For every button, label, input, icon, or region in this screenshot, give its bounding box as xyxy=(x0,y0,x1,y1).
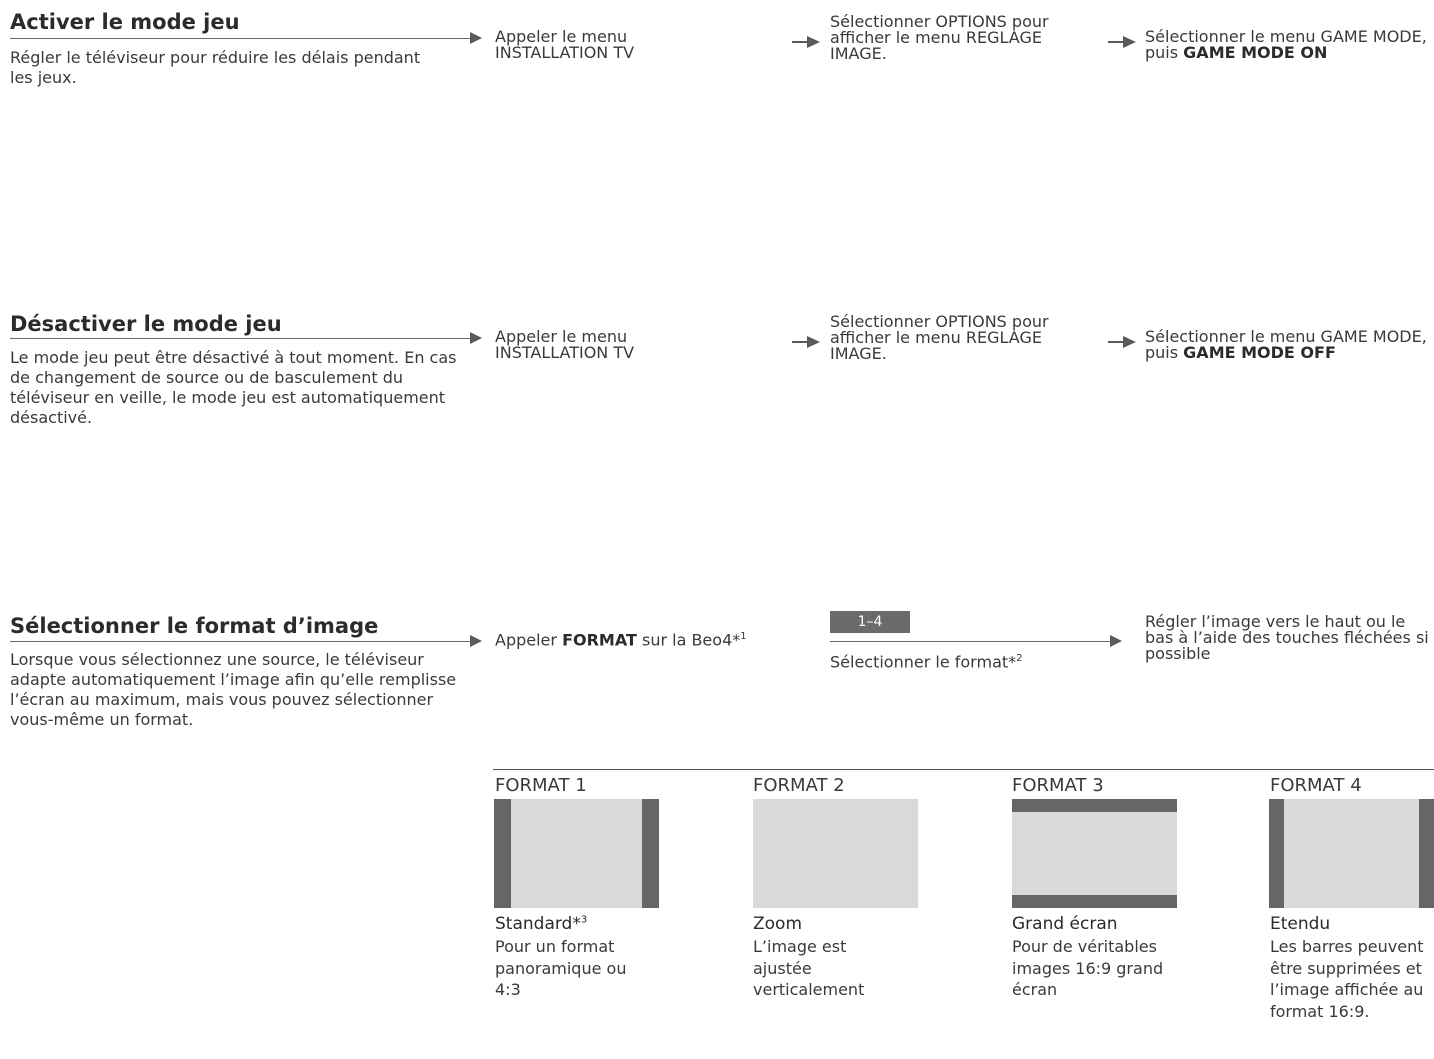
letterbox-bar-bottom xyxy=(1012,895,1177,908)
letterbox-bar-top xyxy=(1012,799,1177,812)
side-bar-right xyxy=(642,799,659,908)
format-table-rule xyxy=(493,769,1434,770)
section-description: Le mode jeu peut être désactivé à tout moment. En cas de changement de source ou de basculement du téléviseur en veille, le mode jeu est automatiquement désactivé. xyxy=(10,348,457,427)
step-3-emphasis: GAME MODE ON xyxy=(1183,43,1328,62)
arrow-right-icon xyxy=(470,332,482,344)
step-1-suffix: sur la Beo4* xyxy=(636,630,741,650)
format-4-heading: FORMAT 4 xyxy=(1270,775,1362,796)
title-underline xyxy=(10,641,470,642)
arrow-right-icon xyxy=(1108,36,1136,48)
step-1-emphasis: FORMAT xyxy=(562,630,637,650)
format-3-description: Pour de véritables images 16:9 grand écran xyxy=(1012,937,1164,999)
step-2-text xyxy=(830,651,1023,670)
section-description: Lorsque vous sélectionnez une source, le téléviseur adapte automatiquement l’image afin qu’elle remplisse l’écran au maximum, mais vous pouvez sélectionner vous-même un format. xyxy=(10,650,457,729)
arrow-right-icon xyxy=(792,336,820,348)
format-3-heading: FORMAT 3 xyxy=(1012,775,1104,796)
step-3-text xyxy=(1145,329,1434,361)
arrow-right-icon xyxy=(470,32,482,44)
format-2-description: L’image est ajustée verticalement xyxy=(753,937,865,999)
format-1-heading: FORMAT 1 xyxy=(495,775,587,796)
section-title-activer: Activer le mode jeu xyxy=(10,10,240,34)
format-1-illustration xyxy=(494,799,659,908)
footnote-marker: 3 xyxy=(580,914,588,926)
step-underline xyxy=(830,641,1110,642)
step-3-prefix: Sélectionner le menu GAME MODE, puis xyxy=(1145,27,1427,62)
format-1-description: Pour un format panoramique ou 4:3 xyxy=(495,937,627,999)
format-1-name-text: Standard* xyxy=(495,914,581,934)
format-3-illustration xyxy=(1012,799,1177,908)
step-2-text: Sélectionner OPTIONS pour afficher le menu REGLAGE IMAGE. xyxy=(830,12,1049,63)
step-1-text: Appeler le menu INSTALLATION TV xyxy=(495,327,635,362)
footnote-marker: 2 xyxy=(1016,653,1023,664)
format-2-name: Zoom xyxy=(753,914,803,934)
step-1-prefix: Appeler xyxy=(495,630,563,650)
step-2-label: Sélectionner le format* xyxy=(830,652,1017,672)
title-underline xyxy=(10,38,470,39)
step-3-prefix: Sélectionner le menu GAME MODE, puis xyxy=(1145,327,1427,362)
format-4-description: Les barres peuvent être supprimées et l’image affichée au format 16:9. xyxy=(1270,937,1424,1021)
step-3-text xyxy=(1145,29,1434,61)
section-title-desactiver: Désactiver le mode jeu xyxy=(10,312,282,336)
side-bar-left xyxy=(1269,799,1284,908)
step-1-text xyxy=(495,629,805,648)
arrow-right-icon xyxy=(1108,336,1136,348)
arrow-right-icon xyxy=(470,635,482,647)
key-badge: 1–4 xyxy=(830,611,910,633)
section-description: Régler le téléviseur pour réduire les délais pendant les jeux. xyxy=(10,48,421,87)
format-4-name: Etendu xyxy=(1270,914,1331,934)
step-3-emphasis: GAME MODE OFF xyxy=(1183,343,1336,362)
side-bar-right xyxy=(1419,799,1434,908)
arrow-right-icon xyxy=(792,36,820,48)
title-underline xyxy=(10,338,470,339)
step-2-text: Sélectionner OPTIONS pour afficher le menu REGLAGE IMAGE. xyxy=(830,312,1049,363)
format-2-illustration xyxy=(753,799,918,908)
footnote-marker: 1 xyxy=(740,631,747,642)
step-1-text: Appeler le menu INSTALLATION TV xyxy=(495,27,635,62)
format-1-name xyxy=(495,914,587,934)
side-bar-left xyxy=(494,799,511,908)
format-2-heading: FORMAT 2 xyxy=(753,775,845,796)
section-title-format: Sélectionner le format d’image xyxy=(10,614,379,638)
step-3-text: Régler l’image vers le haut ou le bas à l’aide des touches fléchées si possible xyxy=(1145,612,1429,663)
arrow-right-icon xyxy=(1110,635,1122,647)
format-4-illustration xyxy=(1269,799,1434,908)
format-3-name: Grand écran xyxy=(1012,914,1118,934)
